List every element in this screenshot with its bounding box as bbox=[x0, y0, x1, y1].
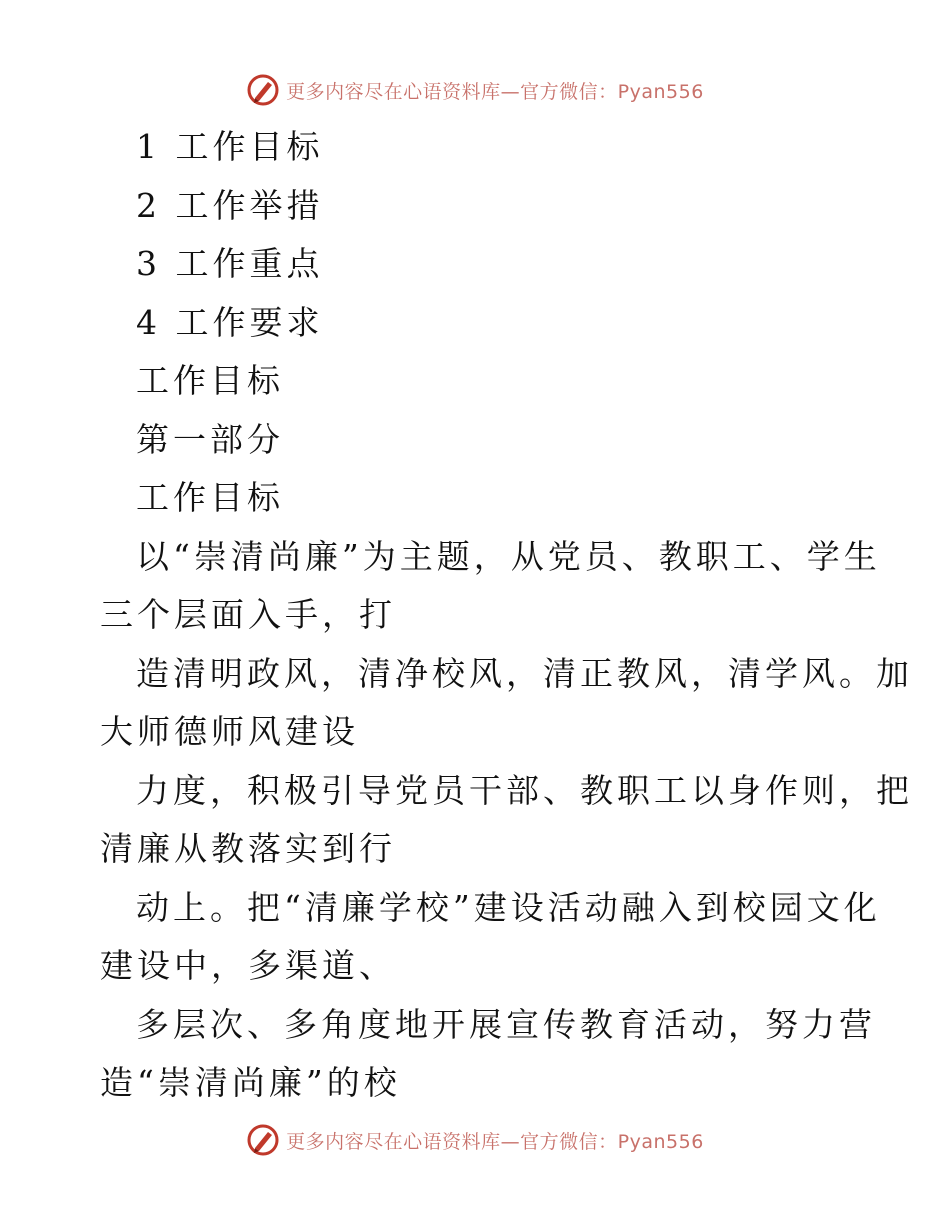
text-line: 4 工作要求 bbox=[136, 302, 324, 342]
pen-logo-icon bbox=[246, 73, 280, 107]
text-line: 大师德师风建设 bbox=[100, 712, 359, 751]
text-line: 动上。把“清廉学校”建设活动融入到校园文化 bbox=[136, 887, 881, 927]
text-line: 以“崇清尚廉”为主题，从党员、教职工、学生 bbox=[136, 536, 881, 576]
text-line: 多层次、多角度地开展宣传教育活动，努力营 bbox=[136, 1004, 876, 1044]
watermark-text: 更多内容尽在心语资料库—官方微信：Pyan556 bbox=[286, 80, 704, 103]
watermark-text: 更多内容尽在心语资料库—官方微信：Pyan556 bbox=[286, 1130, 704, 1153]
text-line: 工作目标 bbox=[136, 361, 284, 400]
footer-watermark bbox=[0, 1120, 950, 1160]
text-line: 力度，积极引导党员干部、教职工以身作则，把 bbox=[136, 770, 913, 810]
text-line: 造“崇清尚廉”的校 bbox=[100, 1063, 401, 1102]
text-line: 第一部分 bbox=[136, 419, 284, 459]
document-body bbox=[100, 118, 913, 1113]
text-line: 2 工作举措 bbox=[136, 185, 324, 225]
text-line: 三个层面入手，打 bbox=[100, 595, 396, 634]
text-line: 建设中，多渠道、 bbox=[100, 946, 396, 985]
text-line: 3 工作重点 bbox=[136, 244, 324, 283]
pen-logo-icon bbox=[246, 1123, 280, 1157]
text-line: 1 工作目标 bbox=[136, 127, 324, 166]
text-line: 清廉从教落实到行 bbox=[100, 829, 396, 868]
text-line: 工作目标 bbox=[136, 478, 284, 517]
text-line: 造清明政风，清净校风，清正教风，清学风。加 bbox=[136, 653, 913, 693]
header-watermark bbox=[0, 70, 950, 110]
